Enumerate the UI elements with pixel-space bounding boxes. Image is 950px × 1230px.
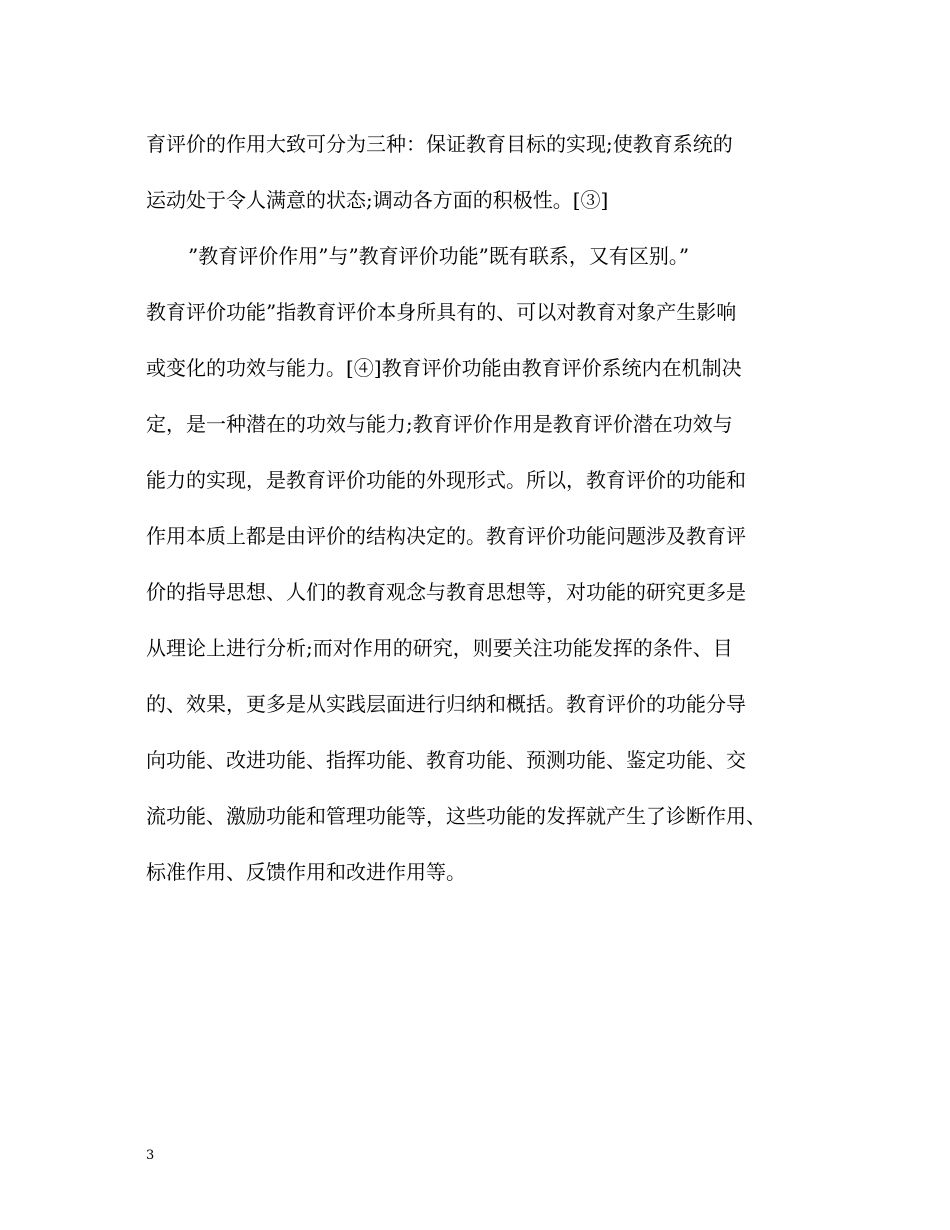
text-line-14: 标准作用、反馈作用和改进作用等。 xyxy=(146,860,466,884)
text-line-13: 流功能、激励功能和管理功能等，这些功能的发挥就产生了诊断作用、 xyxy=(146,804,766,828)
text-line-7: 能力的实现，是教育评价功能的外现形式。所以，教育评价的功能和 xyxy=(146,468,746,492)
text-line-3: ”教育评价作用”与”教育评价功能”既有联系，又有区别。” xyxy=(188,244,690,268)
text-line-2: 运动处于令人满意的状态;调动各方面的积极性。[③] xyxy=(146,188,609,212)
page-number: 3 xyxy=(146,1148,155,1163)
text-line-8: 作用本质上都是由评价的结构决定的。教育评价功能问题涉及教育评 xyxy=(146,524,746,548)
text-line-5: 或变化的功效与能力。[④]教育评价功能由教育评价系统内在机制决 xyxy=(146,356,742,380)
body-text xyxy=(146,122,826,906)
text-line-10: 从理论上进行分析;而对作用的研究，则要关注功能发挥的条件、目 xyxy=(146,636,733,660)
text-line-1: 育评价的作用大致可分为三种：保证教育目标的实现;使教育系统的 xyxy=(146,132,733,156)
text-line-11: 的、效果，更多是从实践层面进行归纳和概括。教育评价的功能分导 xyxy=(146,692,746,716)
text-line-6: 定，是一种潜在的功效与能力;教育评价作用是教育评价潜在功效与 xyxy=(146,412,733,436)
text-line-4: 教育评价功能”指教育评价本身所具有的、可以对教育对象产生影响 xyxy=(146,300,737,324)
text-line-9: 价的指导思想、人们的教育观念与教育思想等，对功能的研究更多是 xyxy=(146,580,746,604)
text-line-12: 向功能、改进功能、指挥功能、教育功能、预测功能、鉴定功能、交 xyxy=(146,748,746,772)
